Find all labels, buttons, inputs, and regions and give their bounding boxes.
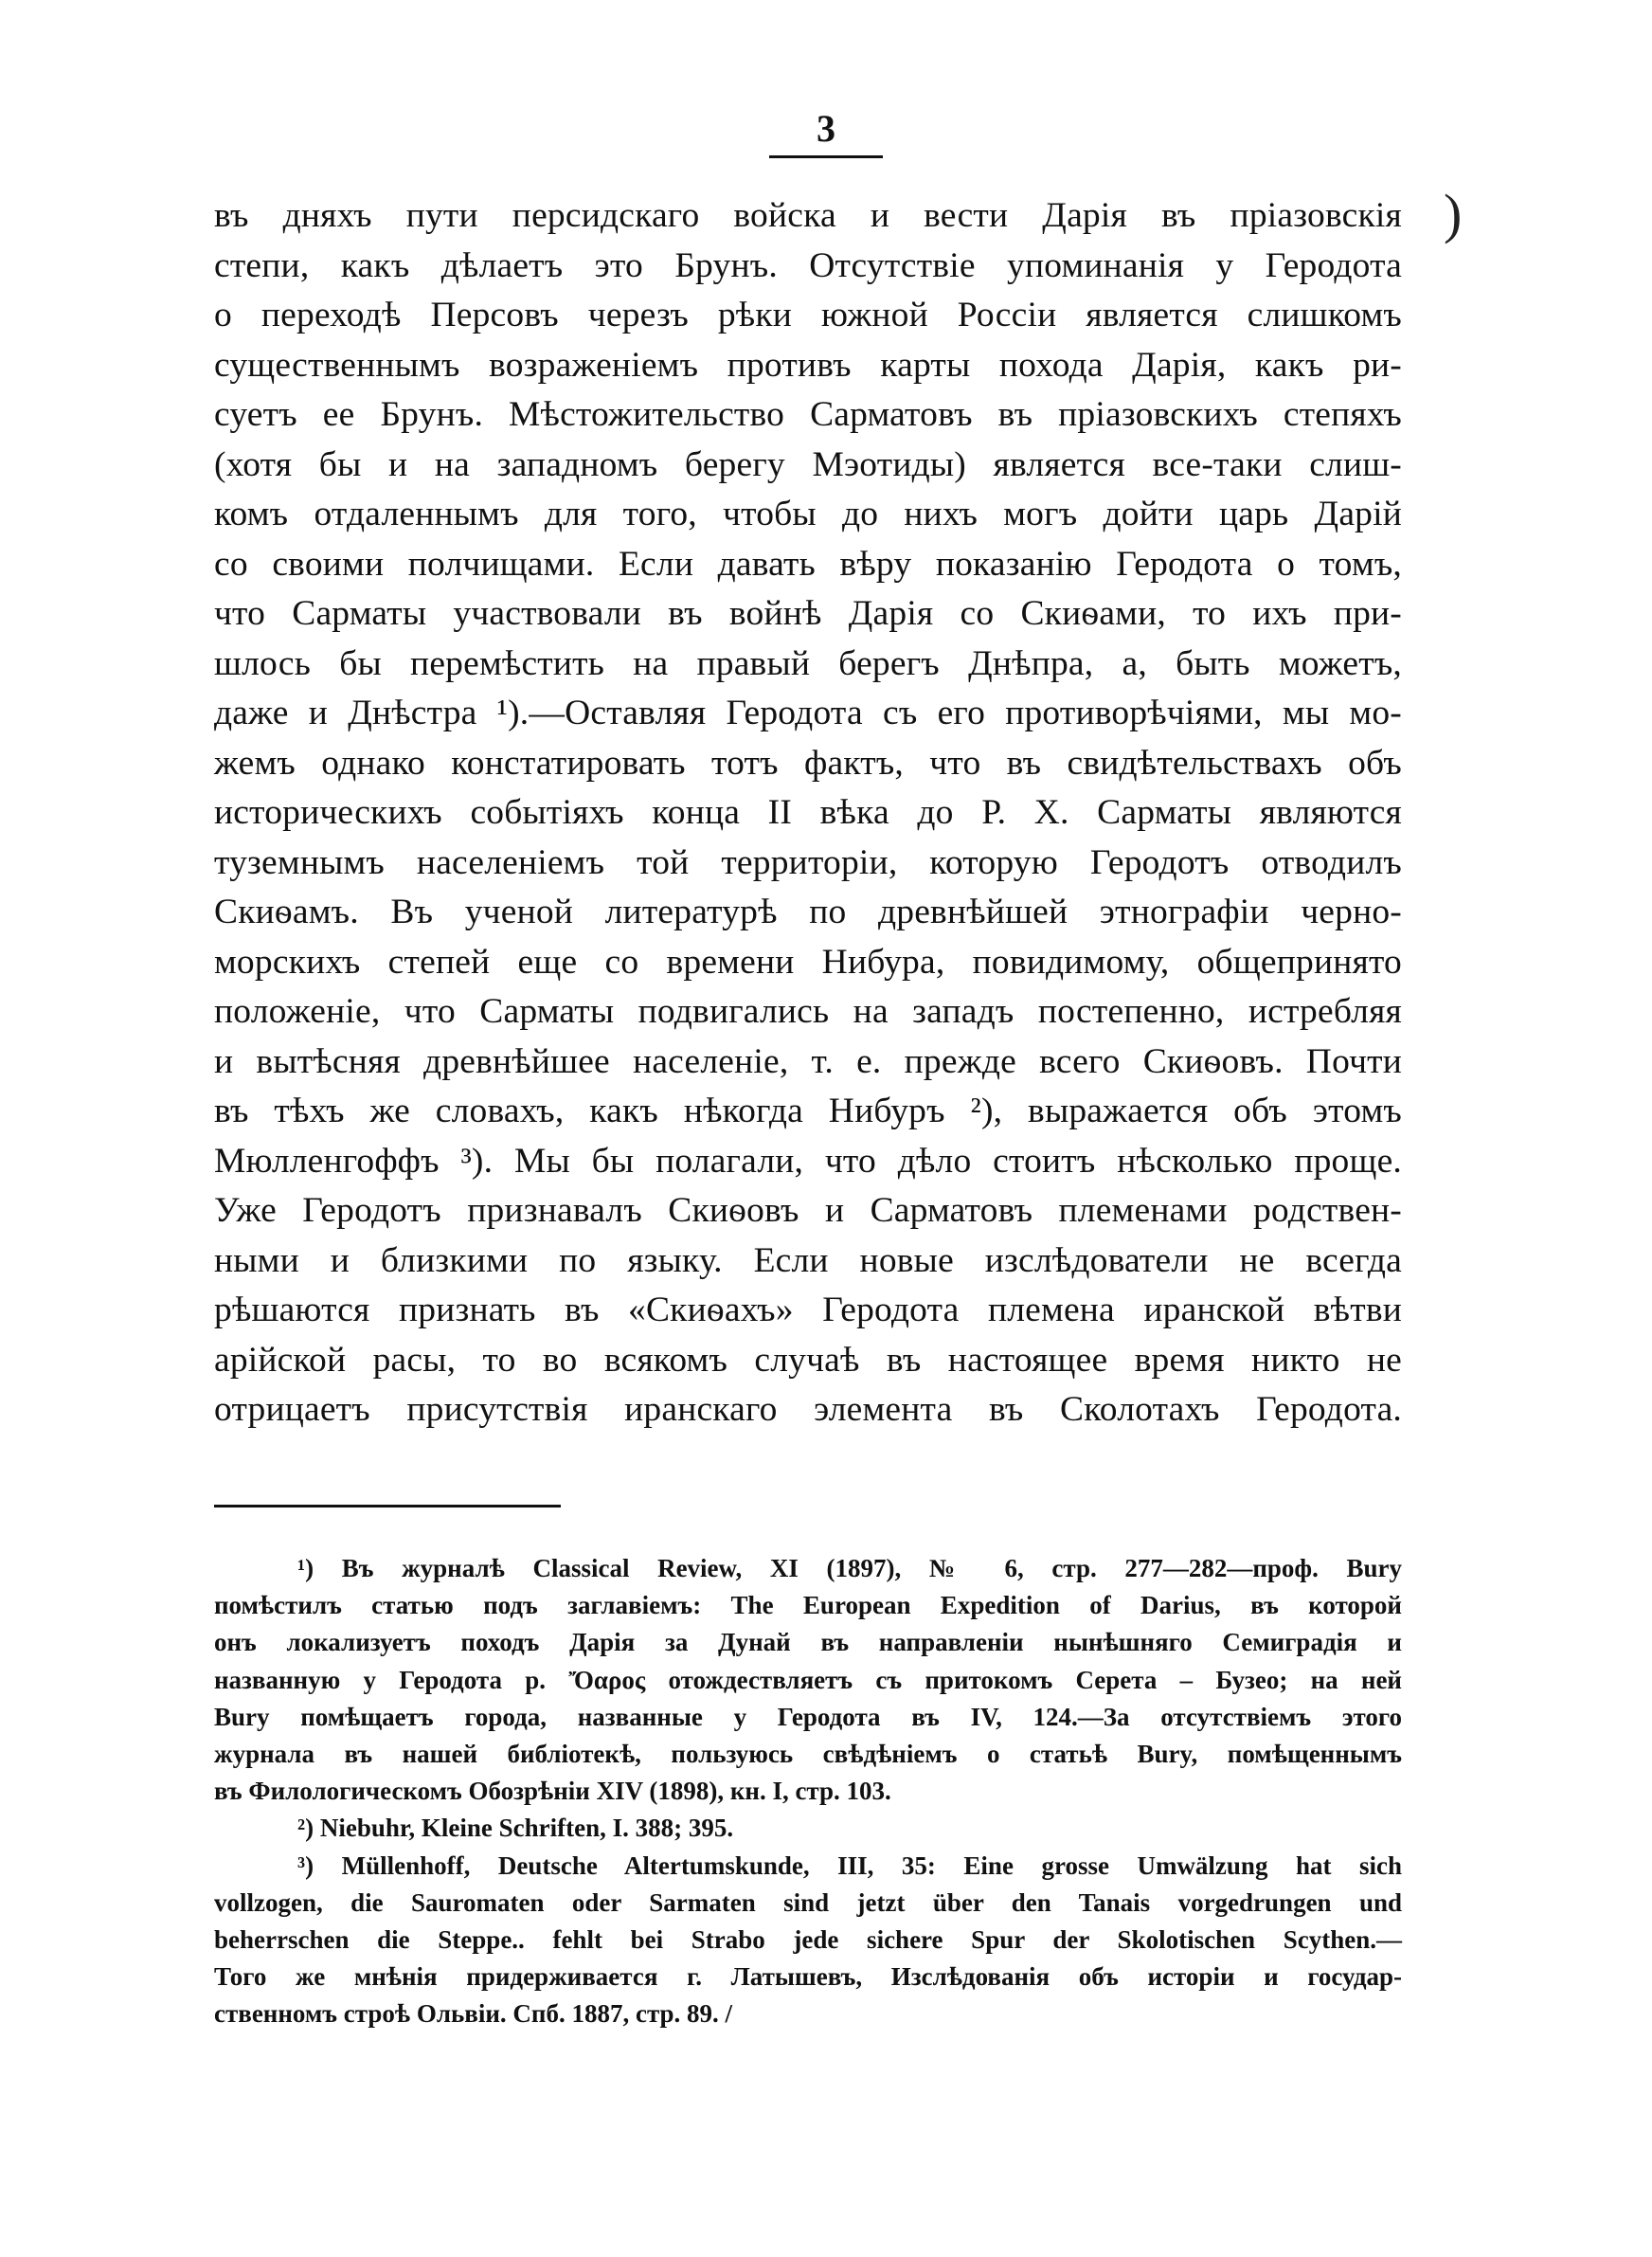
footnote-line: названную у Геродота р. Ὄαρος отождествляетъ съ притокомъ Серета – Бузео; на ней bbox=[214, 1665, 1402, 1694]
body-line: туземнымъ населеніемъ той территоріи, которую Геродотъ отводилъ bbox=[214, 842, 1402, 882]
footnote-line: Bury помѣщаетъ города, названные у Геродота въ IV, 124.—За отсутствіемъ этого bbox=[214, 1702, 1402, 1731]
margin-mark: ) bbox=[1444, 183, 1463, 244]
body-line: арійской расы, то во всякомъ случаѣ въ настоящее время никто не bbox=[214, 1340, 1402, 1380]
body-line: шлось бы перемѣстить на правый берегъ Днѣпра, а, быть можетъ, bbox=[214, 643, 1402, 683]
body-line: историческихъ событіяхъ конца II вѣка до Р. Х. Сарматы являются bbox=[214, 793, 1402, 832]
page-number-rule bbox=[769, 155, 883, 158]
body-line: даже и Днѣстра ¹).—Оставляя Геродота съ его противорѣчіями, мы мо- bbox=[214, 694, 1402, 732]
footnote-rule bbox=[214, 1505, 561, 1508]
footnote-line: ³) Müllenhoff, Deutsche Altertumskunde, III, 35: Eine grosse Umwälzung hat sich bbox=[297, 1851, 1402, 1880]
footnote-line: помѣстилъ статью подъ заглавіемъ: The European Expedition of Darius, въ которой bbox=[214, 1591, 1402, 1620]
footnote-line: въ Филологическомъ Обозрѣніи XIV (1898), кн. I, стр. 103. bbox=[214, 1777, 891, 1806]
body-line: рѣшаются признать въ «Скиѳахъ» Геродота племена иранской вѣтви bbox=[214, 1291, 1402, 1329]
footnote-line: ственномъ строѣ Ольвіи. Спб. 1887, стр. 89. / bbox=[214, 1999, 733, 2029]
body-line: отрицаетъ присутствія иранскаго элемента въ Сколотахъ Геродота. bbox=[214, 1390, 1402, 1429]
body-line: Мюлленгоффъ ³). Мы бы полагали, что дѣло стоитъ нѣсколько проще. bbox=[214, 1141, 1402, 1181]
body-line: (хотя бы и на западномъ берегу Мэотиды) является все-таки слиш- bbox=[214, 444, 1402, 484]
body-line: морскихъ степей еще со времени Нибура, повидимому, общепринято bbox=[214, 942, 1402, 982]
body-line: Скиѳамъ. Въ ученой литературѣ по древнѣйшей этнографіи черно- bbox=[214, 893, 1402, 931]
body-line: въ дняхъ пути персидскаго войска и вести Дарія въ пріазовскія bbox=[214, 196, 1402, 235]
body-text bbox=[214, 191, 1402, 1435]
body-line: комъ отдаленнымъ для того, чтобы до нихъ могъ дойти царь Дарій bbox=[214, 495, 1402, 533]
body-line: что Сарматы участвовали въ войнѣ Дарія со Скиѳами, то ихъ при- bbox=[214, 594, 1402, 633]
footnote-line: Того же мнѣнія придерживается г. Латышевъ, Изслѣдованія объ исторіи и государ- bbox=[214, 1962, 1402, 1992]
body-line: и вытѣсняя древнѣйшее населеніе, т. е. прежде всего Скиѳовъ. Почти bbox=[214, 1041, 1402, 1081]
footnote-line: журнала въ нашей библіотекѣ, пользуюсь свѣдѣніемъ о статьѣ Bury, помѣщеннымъ bbox=[214, 1739, 1402, 1768]
footnote-line: ¹) Въ журналѣ Classical Review, XI (1897), № 6, стр. 277—282—проф. Bury bbox=[297, 1554, 1402, 1582]
footnote-line: онъ локализуетъ походъ Дарія за Дунай въ направленіи нынѣшняго Семиградія и bbox=[214, 1628, 1402, 1657]
body-line: существеннымъ возраженіемъ противъ карты похода Дарія, какъ ри- bbox=[214, 345, 1402, 385]
body-line: со своими полчищами. Если давать вѣру показанію Геродота о томъ, bbox=[214, 544, 1402, 584]
footnote-line: ²) Niebuhr, Kleine Schriften, I. 388; 395. bbox=[297, 1814, 734, 1843]
body-line: степи, какъ дѣлаетъ это Брунъ. Отсутствіе упоминанія у Геродота bbox=[214, 245, 1402, 285]
body-line: Уже Геродотъ признавалъ Скиѳовъ и Сарматовъ племенами родствен- bbox=[214, 1191, 1402, 1230]
body-line: въ тѣхъ же словахъ, какъ нѣкогда Нибуръ ²), выражается объ этомъ bbox=[214, 1092, 1402, 1130]
body-line: суетъ ее Брунъ. Мѣстожительство Сарматовъ въ пріазовскихъ степяхъ bbox=[214, 395, 1402, 434]
footnotes bbox=[214, 1550, 1402, 2032]
footnote-line: beherrschen die Steppe.. fehlt bei Strabo jede sichere Spur der Skolotischen Scythen.— bbox=[214, 1924, 1402, 1954]
body-line: ными и близкими по языку. Если новые изслѣдователи не всегда bbox=[214, 1240, 1402, 1280]
body-line: жемъ однако констатировать тотъ фактъ, что въ свидѣтельствахъ объ bbox=[214, 743, 1402, 783]
footnote-line: vollzogen, die Sauromaten oder Sarmaten sind jetzt über den Tanais vorgedrungen und bbox=[214, 1887, 1402, 1917]
body-line: положеніе, что Сарматы подвигались на западъ постепенно, истребляя bbox=[214, 992, 1402, 1031]
body-line: о переходѣ Персовъ черезъ рѣки южной Россіи является слишкомъ bbox=[214, 296, 1402, 334]
page-number: 3 bbox=[817, 107, 835, 150]
